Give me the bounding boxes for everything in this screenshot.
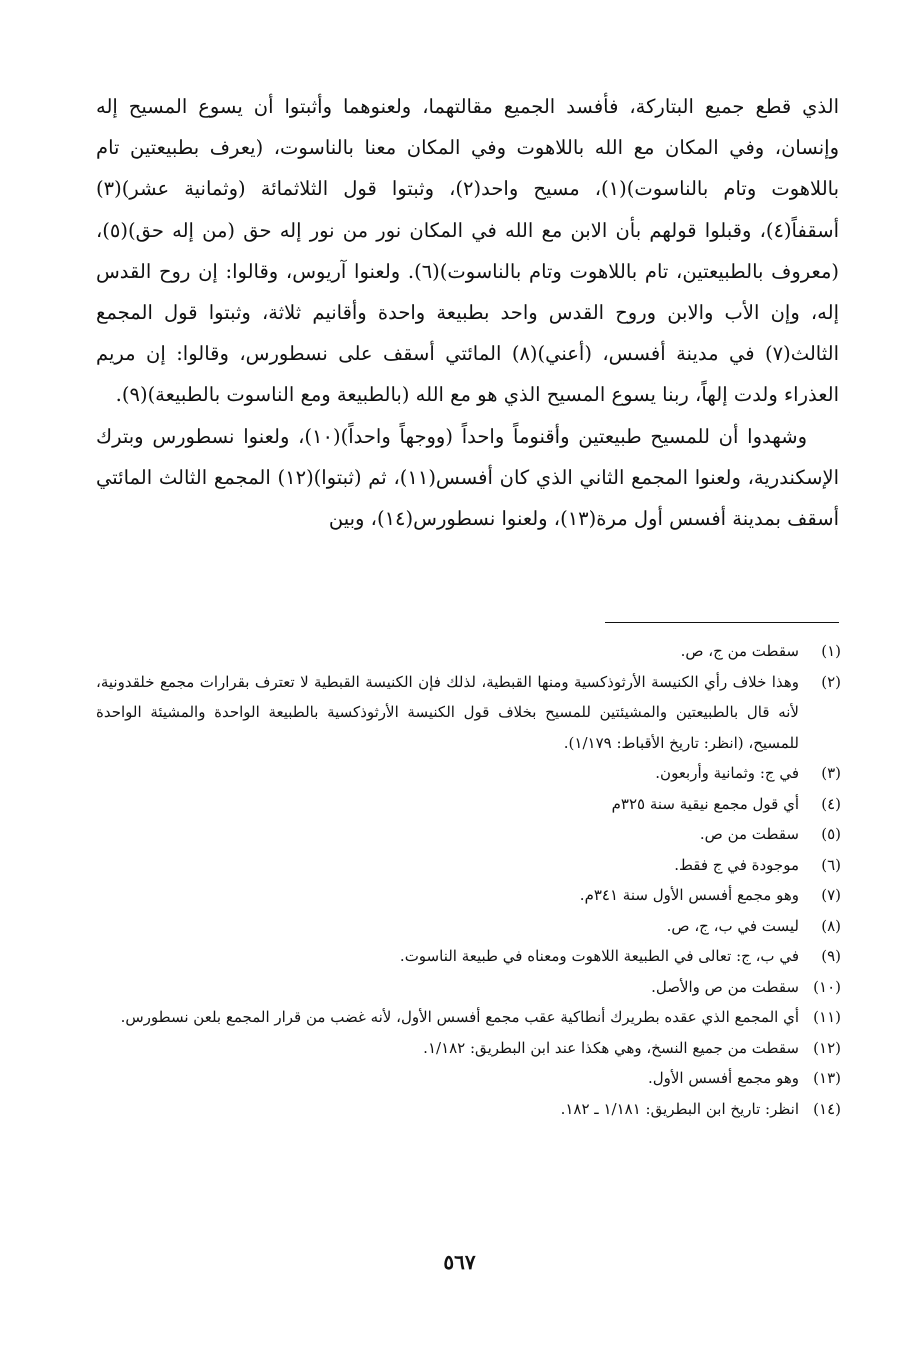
footnote bbox=[96, 1094, 841, 1125]
footnote bbox=[96, 880, 841, 911]
footnote-text: في ج: وثمانية وأربعون. bbox=[655, 764, 799, 782]
footnote-number: (٣) bbox=[821, 764, 841, 782]
page-number: ٥٦٧ bbox=[443, 1250, 476, 1274]
footnote-number: (٧) bbox=[821, 886, 841, 904]
footnote bbox=[96, 972, 841, 1003]
footnote bbox=[96, 789, 841, 820]
footnote-number: (١١) bbox=[813, 1008, 841, 1026]
footnote-number: (٥) bbox=[821, 825, 841, 843]
footnote bbox=[96, 1002, 841, 1033]
footnote-divider bbox=[605, 622, 839, 623]
footnote-text: سقطت من ج، ص. bbox=[680, 642, 799, 660]
footnote bbox=[96, 941, 841, 972]
footnote bbox=[96, 667, 841, 759]
footnote-number: (١٣) bbox=[813, 1069, 841, 1087]
footnote-number: (٢) bbox=[821, 672, 841, 691]
footnote-number: (٤) bbox=[821, 794, 841, 813]
footnote-text: وهو مجمع أفسس الأول سنة ٣٤١م. bbox=[579, 886, 799, 904]
footnote-number: (٦) bbox=[821, 855, 841, 874]
body-paragraph: وشهدوا أن للمسيح طبيعتين وأقنوماً واحداً (ووجهاً واحداً)(١٠)، ولعنوا نسطورس وبترك الإسكندرية، ولعنوا المجمع الثاني الذي كان أفسس(١١)، ثم (ثبتوا)(١٢) المجمع الثالث المائتي أسقف بمدينة أفسس أول مرة(١٣)، ولعنوا نسطورس(١٤)، وبين bbox=[96, 424, 839, 531]
footnote bbox=[96, 758, 841, 789]
footnote-number: (١) bbox=[821, 642, 841, 660]
footnote-text: انظر: تاريخ ابن البطريق: ١/١٨١ ـ ١٨٢. bbox=[560, 1099, 799, 1118]
main-text bbox=[96, 86, 839, 539]
footnote-text: أي المجمع الذي عقده بطريرك أنطاكية عقب مجمع أفسس الأول، لأنه غضب من قرار المجمع بلعن نسطورس. bbox=[120, 1008, 799, 1026]
footnote-text: في ب، ج: تعالى في الطبيعة اللاهوت ومعناه في طبيعة الناسوت. bbox=[399, 947, 799, 965]
footnote-text: موجودة في ج فقط. bbox=[674, 855, 799, 874]
footnote bbox=[96, 911, 841, 942]
footnote-text: سقطت من ص. bbox=[699, 825, 799, 843]
footnote-number: (٩) bbox=[821, 947, 841, 965]
footnote-number: (١٤) bbox=[813, 1099, 841, 1118]
footnote-number: (٨) bbox=[821, 916, 841, 935]
footnote bbox=[96, 850, 841, 881]
footnote bbox=[96, 1063, 841, 1094]
footnote-number: (١٠) bbox=[813, 977, 841, 996]
footnote bbox=[96, 1033, 841, 1064]
footnote-text: وهذا خلاف رأي الكنيسة الأرثوذكسية ومنها القبطية، لذلك فإن الكنيسة القبطية لا تعترف بقرارات مجمع خلقدونية، لأنه قال بالطبيعتين والمشيئتين للمسيح بخلاف قول الكنيسة الأرثوذكسية بالطبيعة الواحدة والمشيئة الواحدة للمسيح، (انظر: تاريخ الأقباط: ١/١٧٩). bbox=[96, 672, 799, 752]
footnote bbox=[96, 819, 841, 850]
footnote-text: ليست في ب، ج، ص. bbox=[666, 916, 799, 935]
footnote-number: (١٢) bbox=[813, 1038, 841, 1057]
body-paragraph: الذي قطع جميع البتاركة، فأفسد الجميع مقالتهما، ولعنوهما وأثبتوا أن يسوع المسيح إله وإنسان، وفي المكان مع الله باللاهوت وفي المكان معنا بالناسوت، (يعرف بطبيعتين تام باللاهوت وتام بالناسوت)(١)، مسيح واحد(٢)، وثبتوا قول الثلاثمائة (وثمانية عشر)(٣) أسقفاً(٤)، وقبلوا قولهم بأن الابن مع الله في المكان نور من نور إله حق (من إله حق)(٥)، (معروف بالطبيعتين، تام باللاهوت وتام بالناسوت)(٦). ولعنوا آريوس، وقالوا: إن روح القدس إله، وإن الأب والابن وروح القدس واحد بطبيعة واحدة وأقانيم ثلاثة، وثبتوا قول المجمع الثالث(٧) في مدينة أفسس، (أعني)(٨) المائتي أسقف على نسطورس، وقالوا: إن مريم العذراء ولدت إلهاً، ربنا يسوع المسيح الذي هو مع الله (بالطبيعة ومع الناسوت بالطبيعة)(٩). bbox=[96, 95, 840, 407]
footnote-text: أي قول مجمع نيقية سنة ٣٢٥م bbox=[611, 794, 799, 813]
footnote-text: سقطت من جميع النسخ، وهي هكذا عند ابن البطريق: ١/١٨٢. bbox=[423, 1038, 799, 1057]
footnote bbox=[96, 636, 841, 667]
footnote-text: سقطت من ص والأصل. bbox=[651, 977, 799, 996]
footnote-text: وهو مجمع أفسس الأول. bbox=[647, 1069, 799, 1087]
footnotes bbox=[96, 636, 841, 1124]
